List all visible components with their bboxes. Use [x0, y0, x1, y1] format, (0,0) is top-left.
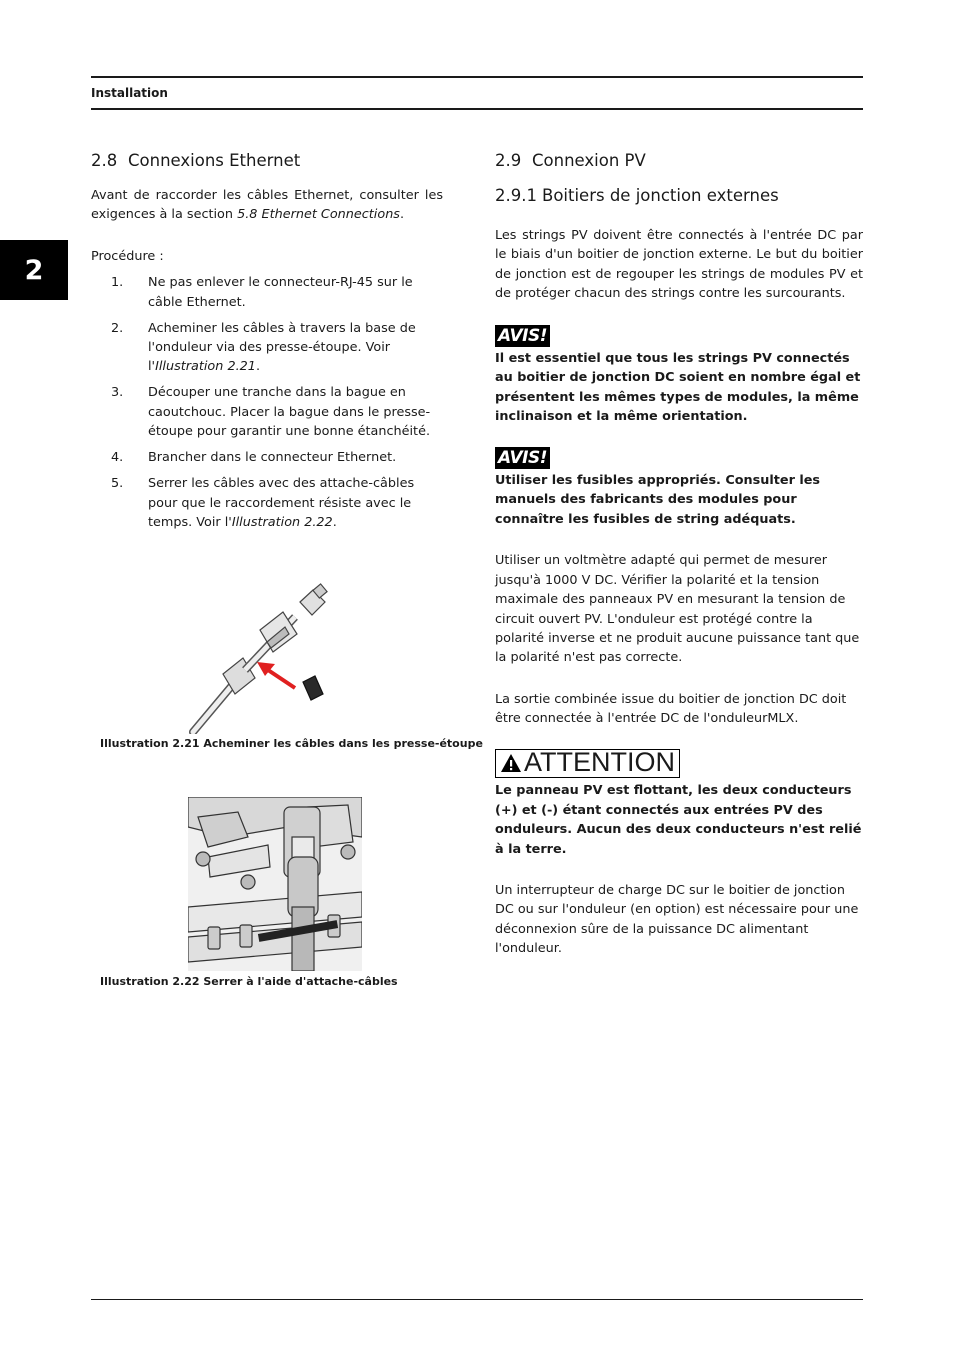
section-heading-2-8: 2.8 Connexions Ethernet: [91, 151, 301, 170]
list-item: 3. Découper une tranche dans la bague en caoutchouc. Placer la bague dans le presse-étoupe pour garantir une bonne étanchéité.: [111, 385, 431, 440]
section-heading-2-9: 2.9 Connexion PV: [495, 151, 646, 170]
top-rule: [91, 76, 863, 78]
paragraph-strings: Les strings PV doivent être connectés à l'entrée DC par le biais d'un boitier de jonction externe. Le but du boitier de jonction est de regouper les strings de modules PV et de protéger chacun des strings contre les surcourants.: [495, 228, 863, 302]
right-column: [495, 150, 863, 959]
intro-paragraph: Avant de raccorder les câbles Ethernet, consulter les exigences à la section 5.8 Ethernet Connections.: [91, 188, 443, 223]
running-head: Installation: [91, 86, 168, 100]
attention-label: ATTENTION: [495, 749, 680, 778]
list-item: 4. Brancher dans le connecteur Ethernet.: [111, 450, 397, 466]
notice-1: [495, 325, 863, 427]
cross-reference: 5.8 Ethernet Connections: [237, 207, 400, 223]
subsection-heading-2-9-1: 2.9.1 Boitiers de jonction externes: [495, 186, 779, 205]
footer-rule: [91, 1299, 863, 1300]
attention-text: Le panneau PV est flottant, les deux conducteurs (+) et (-) étant connectés aux entrées PV des onduleurs. Aucun des deux conducteurs n'est relié à la terre.: [495, 783, 862, 857]
list-item: 2. Acheminer les câbles à travers la base de l'onduleur via des presse-étoupe. Voir l'Illustration 2.21.: [111, 320, 416, 375]
notice-label: AVIS!: [495, 325, 550, 347]
illustration-2-22-cable-ties: [188, 797, 362, 971]
left-column: [91, 150, 443, 539]
list-item: 5. Serrer les câbles avec des attache-câbles pour que le raccordement résiste avec le temps. Voir l'Illustration 2.22.: [111, 476, 415, 531]
illustration-2-21-cable-gland: [185, 582, 335, 734]
caption-2-22: Illustration 2.22 Serrer à l'aide d'attache-câbles: [100, 975, 398, 988]
attention-block: [495, 749, 863, 860]
header-rule: [91, 108, 863, 110]
notice-1-text: Il est essentiel que tous les strings PV connectés au boitier de jonction DC soient en nombre égal et présentent les mêmes types de modules, la même inclinaison et la même orientation.: [495, 351, 861, 425]
paragraph-dc-switch: Un interrupteur de charge DC sur le boitier de jonction DC ou sur l'onduleur (en option) est nécessaire pour une déconnexion sûre de la puissance DC alimentant l'onduleur.: [495, 883, 859, 957]
notice-label: AVIS!: [495, 447, 550, 469]
warning-triangle-icon: [500, 753, 522, 773]
paragraph-voltmeter: Utiliser un voltmètre adapté qui permet de mesurer jusqu'à 1000 V DC. Vérifier la polarité et la tension maximale des panneaux PV en mesurant la tension de circuit ouvert PV. L'onduleur est protégé contre la polarité inverse et ne produit aucune puissance tant que la polarité n'est pas correcte.: [495, 553, 860, 666]
list-item: 1. Ne pas enlever le connecteur-RJ-45 sur le câble Ethernet.: [111, 275, 413, 310]
notice-2-text: Utiliser les fusibles appropriés. Consulter les manuels des fabricants des modules pour connaître les fusibles de string adéquats.: [495, 473, 821, 527]
procedure-label: Procédure :: [91, 248, 164, 264]
caption-2-21: Illustration 2.21 Acheminer les câbles dans les presse-étoupe: [100, 737, 483, 750]
paragraph-combined-output: La sortie combinée issue du boitier de jonction DC doit être connectée à l'entrée DC de l'onduleurMLX.: [495, 691, 847, 727]
notice-2: [495, 447, 863, 530]
chapter-tab: 2: [0, 240, 68, 300]
procedure-list: [91, 273, 443, 532]
